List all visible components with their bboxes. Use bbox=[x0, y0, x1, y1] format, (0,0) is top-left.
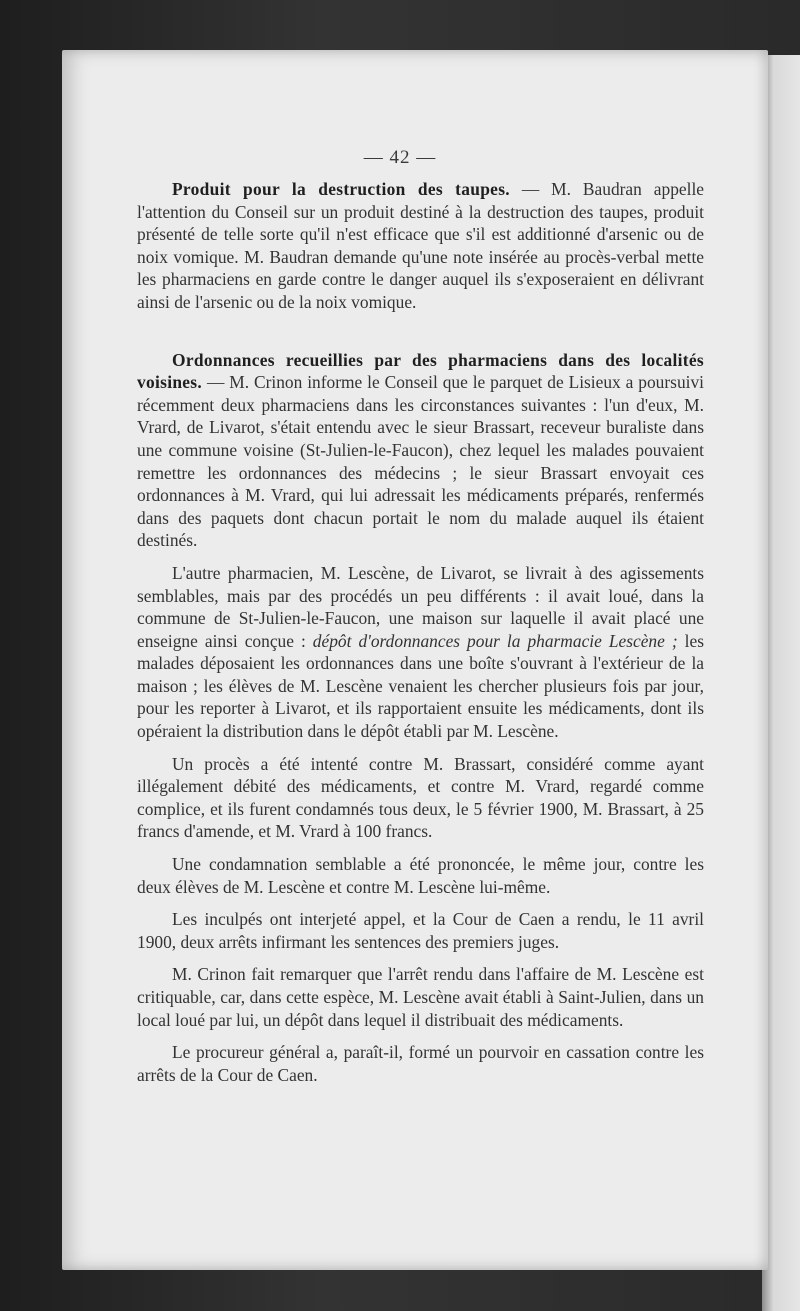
paragraph-pourvoi bbox=[137, 1041, 704, 1086]
paragraph-text: L'autre pharmacien, M. Lescène, de Livarot, se livrait à des agissements semblables, mais par des procédés un peu différents : il avait loué, dans la commune de St-Julien-le-Faucon, une maison sur laquelle il avait placé une enseigne ainsi conçue : bbox=[137, 562, 704, 651]
paragraph-taupes bbox=[137, 178, 704, 314]
paragraph-lescene bbox=[137, 562, 704, 743]
section-title-ordonnances: Ordonnances recueillies par des pharmaciens dans des localités voisines. bbox=[137, 349, 704, 393]
paragraph-appel bbox=[137, 908, 704, 953]
page-number: — 42 — bbox=[363, 147, 437, 168]
paragraph-condamnation bbox=[137, 853, 704, 898]
paragraph-text: les malades déposaient les ordonnances dans une boîte s'ouvrant à l'extérieur de la maison ; les élèves de M. Lescène venaient les chercher plusieurs fois par jour, pour les reporter à Livarot, et ils rapportaient ensuite les médicaments, dont ils opéraient la distribution dans le dépôt établi par M. Lescène. bbox=[137, 630, 704, 742]
paragraph-text: — M. Baudran appelle l'attention du Conseil sur un produit destiné à la destruction des taupes, produit présenté de telle sorte qu'il n'est efficace que s'il est additionné d'arsenic ou de noix vomique. M. Baudran demande qu'une note insérée au procès-verbal mette les pharmaciens en garde contre le danger auquel ils s'exposeraient en délivrant ainsi de l'arsenic ou de la noix vomique. bbox=[137, 179, 704, 312]
paragraph-text: M. Crinon fait remarquer que l'arrêt rendu dans l'affaire de M. Lescène est critiquable, car, dans cette espèce, M. Lescène avait établi à Saint-Julien, dans un local loué par lui, un dépôt dans lequel il distribuait des médicaments. bbox=[137, 964, 704, 1030]
page-body bbox=[137, 178, 704, 1086]
paragraph-remarque bbox=[137, 963, 704, 1031]
paragraph-text: — M. Crinon informe le Conseil que le parquet de Lisieux a poursuivi récemment deux pharmaciens dans les circonstances suivantes : l'un d'eux, M. Vrard, de Livarot, s'était entendu avec le sieur Brassart, receveur buraliste dans une commune voisine (St-Julien-le-Faucon), chez lequel les malades pouvaient remettre les ordonnances des médecins ; le sieur Brassart envoyait ces ordonnances à M. Vrard, qui lui adressait les médicaments préparés, renfermés dans des paquets dont chacun portait le nom du malade auquel ils étaient destinés. bbox=[137, 372, 704, 551]
paragraph-text: Le procureur général a, paraît-il, formé un pourvoir en cassation contre les arrêts de la Cour de Caen. bbox=[137, 1042, 704, 1085]
section-title-taupes: Produit pour la destruction des taupes. bbox=[172, 179, 510, 199]
paragraph-text: Un procès a été intenté contre M. Brassart, considéré comme ayant illégalement débité des médicaments, et contre M. Vrard, regardé comme complice, et ils furent condamnés tous deux, le 5 février 1900, M. Brassart, à 25 francs d'amende, et M. Vrard à 100 francs. bbox=[137, 753, 704, 842]
paragraph-text: Les inculpés ont interjeté appel, et la Cour de Caen a rendu, le 11 avril 1900, deux arrêts infirmant les sentences des premiers juges. bbox=[137, 909, 704, 952]
paragraph-proces bbox=[137, 753, 704, 843]
paragraph-ordonnances bbox=[137, 349, 704, 552]
italic-sign-text: dépôt d'ordonnances pour la pharmacie Lescène ; bbox=[312, 630, 678, 651]
paragraph-text: Une condamnation semblable a été prononcée, le même jour, contre les deux élèves de M. Lescène et contre M. Lescène lui-même. bbox=[137, 854, 704, 897]
